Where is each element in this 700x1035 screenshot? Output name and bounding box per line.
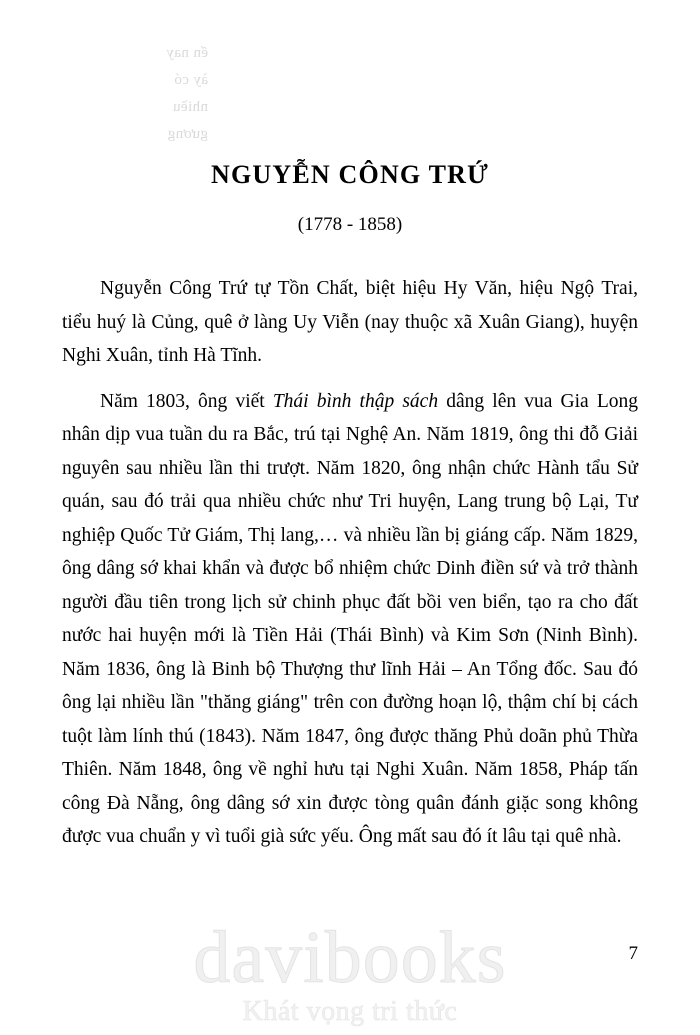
paragraph-2 xyxy=(62,385,638,854)
paragraph-2-lead: Năm 1803, ông viết xyxy=(100,390,273,412)
paragraph-2-rest: dâng lên vua Gia Long nhân dịp vua tuần du ra Bắc, trú tại Nghệ An. Năm 1819, ông thi đỗ Giải nguyên sau nhiều lần thi trượt. Năm 1820, ông nhận chức Hành tẩu Sử quán, sau đó trải qua nhiều chức như Tri huyện, Lang trung bộ Lại, Tư nghiệp Quốc Tử Giám, Thị lang,… và nhiều lần bị giáng cấp. Năm 1829, ông dâng sớ khai khẩn và được bổ nhiệm chức Dinh điền sứ và trở thành người đầu tiên trong lịch sử chinh phục đất bồi ven biển, tạo ra cho đất nước hai huyện mới là Tiền Hải (Thái Bình) và Kim Sơn (Ninh Bình). Năm 1836, ông là Binh bộ Thượng thư lĩnh Hải – An Tổng đốc. Sau đó ông lại nhiều lần "thăng giáng" trên con đường hoạn lộ, thậm chí bị cách tuột làm lính thú (1843). Năm 1847, ông được thăng Phủ doãn phủ Thừa Thiên. Năm 1848, ông về nghỉ hưu tại Nghi Xuân. Năm 1858, Pháp tấn công Đà Nẵng, ông dâng sớ xin được tòng quân đánh giặc song không được vua chuẩn y vì tuổi già sức yếu. Ông mất sau đó ít lâu tại quê nhà. xyxy=(62,390,638,847)
life-dates: (1778 - 1858) xyxy=(297,214,403,235)
showthrough-line: ày có xyxy=(173,72,208,88)
showthrough-line: nhiều xyxy=(172,99,208,115)
watermark-brand: davibooks xyxy=(193,917,507,999)
showthrough-line: gương xyxy=(167,126,208,142)
showthrough-line: ến nay xyxy=(166,45,208,61)
page-title: NGUYỄN CÔNG TRỨ xyxy=(210,160,489,189)
page-number: 7 xyxy=(628,943,638,964)
work-title-italic: Thái bình thập sách xyxy=(272,390,439,412)
paragraph-1 xyxy=(62,272,638,373)
document-content xyxy=(62,0,638,854)
watermark-slogan: Khát vọng tri thức xyxy=(242,996,458,1027)
watermark xyxy=(0,917,700,1029)
paragraph-1-text: Nguyễn Công Trứ tự Tồn Chất, biệt hiệu Hy Văn, hiệu Ngộ Trai, tiểu huý là Củng, quê ở làng Uy Viễn (nay thuộc xã Xuân Giang), huyện Nghi Xuân, tỉnh Hà Tĩnh. xyxy=(62,278,638,366)
